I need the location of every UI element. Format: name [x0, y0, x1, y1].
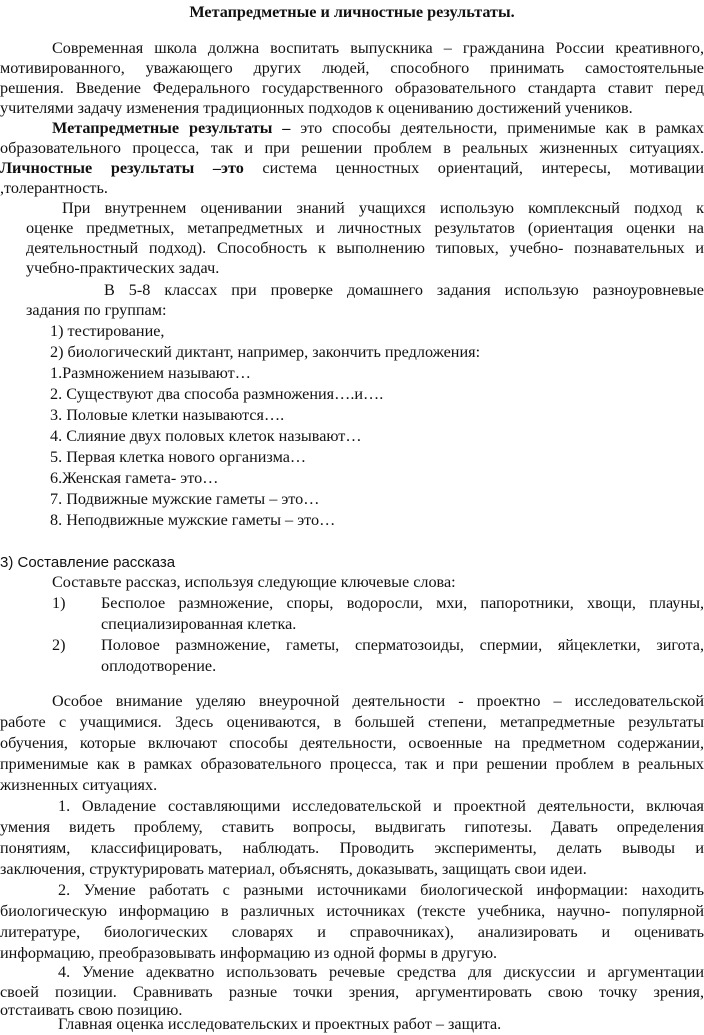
- list-item: 2) биологический диктант, например, закончить предложения:: [50, 343, 481, 361]
- text-line: ,толерантность.: [0, 179, 108, 197]
- list-item: 6.Женская гамета- это…: [50, 469, 219, 487]
- text-line: В 5-8 классах при проверке домашнего задания использую разноуровневые: [104, 281, 704, 299]
- text-line: учителями задачу изменения традиционных подходов к оцениванию достижений учеников.: [0, 99, 633, 117]
- text-line: образовательного процесса, так и при решении проблем в реальных жизненных ситуациях.: [0, 139, 704, 157]
- text-line: отстаивать свою позицию.: [0, 1001, 183, 1019]
- page-title: Метапредметные и личностные результаты.: [189, 3, 515, 21]
- list-item: 3. Половые клетки называются….: [50, 406, 285, 424]
- text-line: своей позиции. Сравнивать разные точки зрения, аргументировать свою точку зрения,: [0, 983, 704, 1001]
- conclusion-line: Главная оценка исследовательских и проектных работ – защита.: [58, 1015, 502, 1033]
- text-fragment: это способы деятельности, применимые как в рамках: [290, 119, 704, 137]
- text-line: задания по группам:: [26, 301, 167, 319]
- list-item: 7. Подвижные мужские гаметы – это…: [50, 490, 320, 508]
- list-item-continuation: специализированная клетка.: [101, 615, 297, 633]
- text-line: умения видеть проблему, ставить вопросы, выдвигать гипотезы. Давать определения: [0, 818, 704, 836]
- list-item: Бесполое размножение, споры, водоросли, мхи, папоротники, хвощи, плауны,: [101, 594, 704, 612]
- text-line: жизненных ситуациях.: [0, 776, 158, 794]
- text-line: деятельностный подход). Способность к выполнению типовых, учебно- познавательных и: [26, 239, 704, 257]
- text-line: информацию, преобразовывать информацию из одной формы в другую.: [0, 944, 498, 962]
- text-line: заключения, структурировать материал, объяснять, доказывать, защищать свои идеи.: [0, 860, 587, 878]
- text-line: [52, 118, 704, 139]
- text-line: понятиям, классифицировать, наблюдать. Проводить эксперименты, делать выводы и: [0, 839, 704, 857]
- list-item: 4. Слияние двух половых клеток называют…: [50, 427, 362, 445]
- section-heading: 3) Составление рассказа: [0, 554, 176, 571]
- list-item: 1) тестирование,: [50, 322, 165, 340]
- list-item: Половое размножение, гаметы, сперматозоиды, спермии, яйцеклетки, зигота,: [101, 636, 704, 654]
- text-line: При внутреннем оценивании знаний учащихся использую комплексный подход к: [62, 199, 704, 217]
- metasubject-term: Метапредметные результаты –: [52, 119, 291, 137]
- text-line: оценке предметных, метапредметных и личностных результатов (ориентация оценки на: [26, 219, 704, 237]
- list-item: 5. Первая клетка нового организма…: [50, 448, 307, 466]
- text-fragment: система ценностных ориентаций, интересы, мотивации: [243, 159, 704, 177]
- text-line: обучения, которые включают способы деятельности, освоенные на предметном содержании,: [0, 734, 704, 752]
- text-line: учебно-практических задач.: [26, 259, 220, 277]
- text-line: Составьте рассказ, используя следующие ключевые слова:: [52, 573, 456, 591]
- text-line: 1. Овладение составляющими исследовательской и проектной деятельности, включая: [58, 797, 704, 815]
- text-line: 2. Умение работать с разными источниками биологической информации: находить: [58, 881, 704, 899]
- list-number: 1): [52, 594, 66, 612]
- list-item: 1.Размножением называют…: [50, 364, 251, 382]
- text-line: Современная школа должна воспитать выпускника – гражданина России креативного,: [52, 39, 704, 57]
- text-line: работе с учащимися. Здесь оцениваются, в большей степени, метапредметные результаты: [0, 713, 704, 731]
- text-line: 4. Умение адекватно использовать речевые средства для дискуссии и аргументации: [58, 963, 704, 981]
- text-line: литературе, биологических словарях и справочниках), анализировать и оценивать: [0, 923, 704, 941]
- list-item: 8. Неподвижные мужские гаметы – это…: [50, 511, 336, 529]
- text-line: [0, 158, 704, 179]
- text-line: биологическую информацию в различных источниках (тексте учебника, научно- популярной: [0, 902, 704, 920]
- text-line: мотивированного, уважающего других людей, способного принимать самостоятельные: [0, 59, 704, 77]
- list-item-continuation: оплодотворение.: [101, 657, 217, 675]
- text-line: решения. Введение Федерального государственного образовательного стандарта ставит перед: [0, 79, 704, 97]
- list-number: 2): [52, 636, 66, 654]
- personal-term: Личностные результаты –это: [0, 159, 244, 177]
- list-item: 2. Существуют два способа размножения….и….: [50, 385, 384, 403]
- text-line: применимые как в рамках образовательного процесса, так и при решении проблем в реальных: [0, 755, 704, 773]
- text-line: Особое внимание уделяю внеурочной деятельности - проектно – исследовательской: [52, 692, 704, 710]
